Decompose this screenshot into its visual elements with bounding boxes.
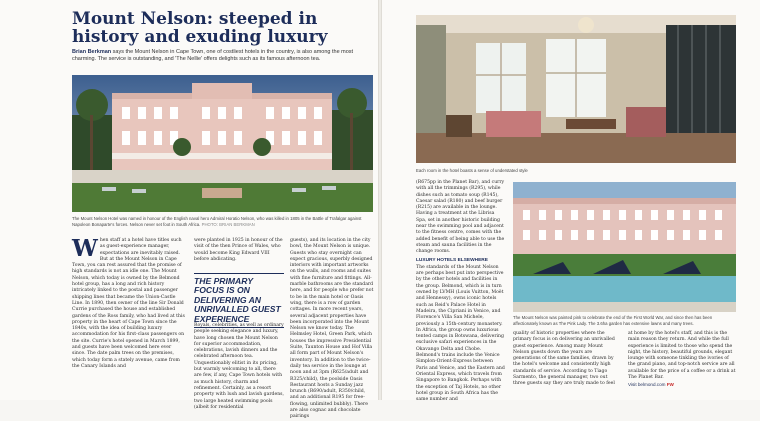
hotel-room-photo [416,15,736,163]
body-column-6 [628,331,736,400]
column-2-text-b: Royals, celebrities, as well as ordinary people seeking elegance and luxury, have long chosen the Mount Nelson for superior accommodation, celebrations, lavish dinners and the celebrated afternoon tea. Unquestionably elitist in its pricing, but warmly welcoming to all, there are few, if any, Cape Town hotels with as much history, charm and refinement. Certainly, as a resort property with lush and lavish gardens, two large heated swimming pools (albeit for residential [194,323,284,410]
column-2-text-a: were planted in 1925 in honour of the visit of the then Prince of Wales, who would become King Edward VIII before abdicating. [194,238,283,262]
article-title: Mount Nelson: steeped in history and exuding luxury [72,9,328,47]
pool-photo [513,182,736,312]
column-5-text: quality of historic properties where the primary focus is on delivering an unrivalled guest experience. Among many Mount Nelson guests down the years are generations of the same families, drawn by the hotel's welcome and consistently high standards of service. According to Tiago Sarmento, the general manager, two out three guests say they are truly made to feel [513,331,615,387]
column-4-text: (R675pp in the Planet Bar), and curry with all the trimmings (R295), while dishes such as tomato soup (R145), Caesar salad (R180) and beef burger (R215) are available in the lounge. Having a treatment at the Librisa Spa, set in another historic building near the swimming pool and adjacent to the fitness centre, comes with the added benefit of being able to use the steam and sauna facilities in the change rooms. [416,180,505,255]
hotel-exterior-photo [72,75,373,212]
column-6-text: at home by the hotel's staff, and this is the main reason they return. And while the full experience is limited to those who spend the night, the history, beautiful grounds, elegant lounge with someone tinkling the ivories of the grand piano, and top-notch service are all available for the price of a coffee or a drink at The Planet Bar. [628,331,736,381]
main-photo-caption [72,216,373,227]
photo-credit: PHOTO: BRIAN BERKMAN [201,221,255,227]
site-footer [628,382,736,388]
room-photo-caption: Each room in the hotel boasts a sense of understated style [416,168,528,173]
standfirst-text: says the Mount Nelson in Cape Town, one of costliest hotels in the country, is also among the most charming. The service is outstanding, and 'The Nellie' offers delights such as its famous afternoon tea. [72,49,354,62]
body-column-4 [416,180,505,403]
column-4b-text: The standards of the Mount Nelson are perhaps best put into perspective by the other hotels and facilities in the group. Belmond, which is in turn owned by LVMH (Louis Vuitton, Moët and Hennessy), owns iconic hotels such as Reid's Palace Hotel in Madeira, the Cipriani in Venice, and Florence's Villa San Michele, previously a 15th-century monastery. In Africa, the group owns luxurious tented camps in Botswana, delivering exclusive safari experiences in the Okavango Delta and Chobe. Belmond's trains include the Venice Simplon-Orient-Express between Paris and Venice, and the Eastern and Oriental Express, which travels from Singapore to Bangkok. Perhaps with the exception of Taj Hotels, no other hotel group in South Africa has the same number and [416,264,505,403]
main-caption-text: The Mount Nelson Hotel was named in honour of the English naval hero Admiral Horatio Nelson, who was killed in 1805 in the Battle of Trafalgar against Napoleon Bonaparte's forces. Nelson never set foot in South Africa. [72,216,362,227]
body-column-5 [513,331,619,400]
body-column-3 [290,238,374,420]
section-subhead: LUXURY HOTELS ELSEWHERE [416,257,488,263]
pool-photo-caption: The Mount Nelson was painted pink to celebrate the end of the First World War, and since then has been affectionately known as The Pink Lady. The 3.6ha garden has extensive lawns and many trees. [513,315,713,326]
site-link[interactable]: Visit belmond.com [628,382,666,388]
body-column-2b [194,323,284,410]
column-1-text: hen staff at a hotel have titles such as guest-experience manager, expectations are inevitably raised. But at the Mount Nelson in Cape Town, you can rest assured that the promise of high standards is not an idle one. The Mount Nelson, which today is owned by the Belmond hotel group, has a long and rich history intricately linked to the postal and passenger shipping lines that became the Union-Castle Line. In 1890, then owner of the line Sir Donald Currie purchased the house and established gardens of the Ross family, who had lived at this property in the heart of Cape Town since the 1840s, with the idea of building luxury accommodation for his first-class passengers on the site. Currie's hotel opened in March 1899, and guests have been welcomed here ever since. The date palm trees on the premises, which today form a stately avenue, came from the Canary Islands and [72,238,185,369]
standfirst [72,49,372,63]
dropcap: W [72,235,98,262]
magazine-mark: FW [666,382,674,388]
column-3-text: guests), and its location in the city bowl, the Mount Nelson is unique. Guests who stay overnight can expect gracious, superbly designed interiors with important artworks on the walls, and rooms and suites with fine furniture and fittings. All-marble bathrooms are the standard here, and for people who prefer not to be in the main hotel or Oasis wing, there is a row of garden cottages. In more recent years, several adjacent properties have been incorporated into the Mount Nelson we know today. The Helmsley Hotel, Green Park, which houses the impressive Presidential Suite, Taunton House and Hof Villa all form part of Mount Nelson's inventory. In addition to the twice-daily tea service in the lounge at noon and at 3pm (R625/adult and R325/child), the poolside Oasis Restaurant hosts a Sunday jazz brunch (R690/adult, R350/child, and an additional R195 for free-flowing, unlimited bubbly). There are also cognac and chocolate pairings [290,238,374,420]
pull-quote: THE PRIMARY FOCUS IS ON DELIVERING AN UNRIVALLED GUEST EXPERIENCE [194,273,284,328]
author-name: Brian Berkman [72,49,112,55]
body-column-1 [72,235,185,400]
right-page [382,0,760,403]
left-page [0,0,378,420]
